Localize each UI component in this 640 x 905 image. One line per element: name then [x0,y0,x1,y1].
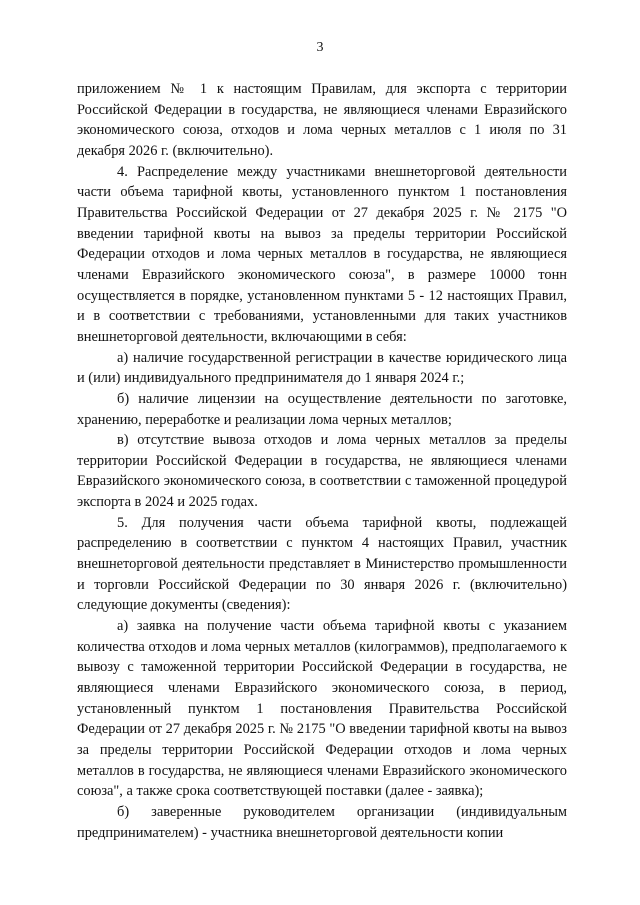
paragraph-item-4a: а) наличие государственной регистрации в качестве юридического лица и (или) индивидуального предпринимателя до 1 января 2024 г.; [77,349,567,387]
paragraph-item-4: 4. Распределение между участниками внешнеторговой деятельности части объема тарифной квоты, установленного пунктом 1 постановления Правительства Российской Федерации от 27 декабря 2025 г. № 2175 "О введении тарифной квоты на вывоз за пределы территории Российской Федерации отходов и лома черных металлов в государства, не являющиеся членами Евразийского экономического союза", в размере 10000 тонн осуществляется в порядке, установленном пунктами 5 - 12 настоящих Правил, и в соответствии с требованиями, установленными для таких участников внешнеторговой деятельности, включающими в себя: [77,163,567,345]
paragraph-continuation: приложением № 1 к настоящим Правилам, для экспорта с территории Российской Федерации в государства, не являющиеся членами Евразийского экономического союза, отходов и лома черных металлов с 1 июля по 31 декабря 2026 г. (включительно). [77,81,567,159]
page-number: 3 [316,40,324,55]
paragraph-item-4v: в) отсутствие вывоза отходов и лома черных металлов за пределы территории Российской Федерации в государства, не являющиеся членами Евразийского экономического союза, в соответствии с таможенной процедурой экспорта в 2024 и 2025 годах. [77,432,567,511]
document-body [77,79,567,843]
paragraph-item-4b: б) наличие лицензии на осуществление деятельности по заготовке, хранению, переработке и реализации лома черных металлов; [77,390,567,428]
paragraph-item-5a: а) заявка на получение части объема тарифной квоты с указанием количества отходов и лома черных металлов (килограммов), предполагаемого к вывозу с таможенной территории Российской Федерации в государства, не являющиеся членами Евразийского экономического союза, в период, установленный пунктом 1 постановления Правительства Российской Федерации от 27 декабря 2025 г. № 2175 "О введении тарифной квоты на вывоз за пределы территории Российской Федерации отходов и лома черных металлов в государства, не являющиеся членами Евразийского экономического союза", а также срока соответствующей поставки (далее - заявка); [77,618,567,800]
paragraph-item-5: 5. Для получения части объема тарифной квоты, подлежащей распределению в соответствии с пунктом 4 настоящих Правил, участник внешнеторговой деятельности представляет в Министерство промышленности и торговли Российской Федерации по 30 января 2026 г. (включительно) следующие документы (сведения): [77,514,567,614]
paragraph-item-5b: б) заверенные руководителем организации (индивидуальным предпринимателем) - участника внешнеторговой деятельности копии [77,803,567,841]
